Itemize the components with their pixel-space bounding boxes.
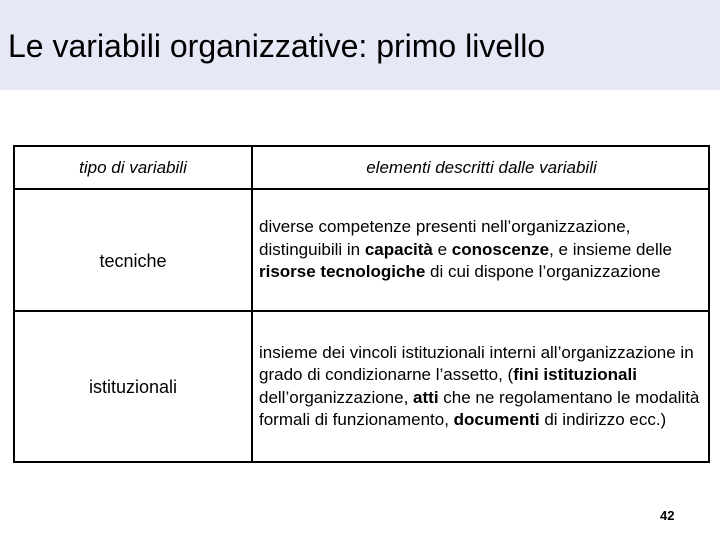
- text-segment: che ne regolamentano le modalità formali di funzionamento,: [259, 387, 700, 429]
- row-description-cell: [253, 190, 710, 310]
- row-type-cell: [15, 312, 251, 461]
- text-segment: , e insieme delle: [549, 239, 672, 259]
- row-type-label: istituzionali: [88, 376, 178, 397]
- text-segment: di indirizzo ecc.): [539, 410, 667, 429]
- page-number: 42: [660, 508, 675, 523]
- row-description: [259, 216, 704, 284]
- header-type-label: tipo di variabili: [79, 157, 187, 177]
- emphasis-text: atti: [413, 387, 439, 407]
- emphasis-text: risorse tecnologiche: [259, 262, 426, 282]
- emphasis-text: documenti: [453, 410, 540, 429]
- header-elements-label: elementi descritti dalle variabili: [366, 157, 597, 177]
- text-segment: insieme dei vincoli istituzionali interni all’organizzazione in grado di condizionarne l’assetto, (: [259, 342, 694, 384]
- row-description-cell: [253, 312, 710, 461]
- text-segment: e: [432, 239, 452, 259]
- header-cell-elements: [253, 147, 710, 188]
- emphasis-text: fini istituzionali: [513, 365, 637, 384]
- slide-title: Le variabili organizzative: primo livello: [8, 28, 546, 64]
- variables-table: [13, 145, 710, 463]
- emphasis-text: conoscenze: [451, 239, 550, 259]
- row-type-cell: [15, 190, 251, 310]
- row-description: [259, 342, 704, 432]
- header-cell-type: [15, 147, 251, 188]
- emphasis-text: capacità: [364, 239, 433, 259]
- row-type-label: tecniche: [99, 251, 167, 271]
- text-segment: diverse competenze presenti nell’organizzazione, distinguibili in: [259, 217, 631, 259]
- text-segment: di cui dispone l’organizzazione: [425, 262, 661, 282]
- text-segment: dell’organizzazione,: [259, 387, 414, 407]
